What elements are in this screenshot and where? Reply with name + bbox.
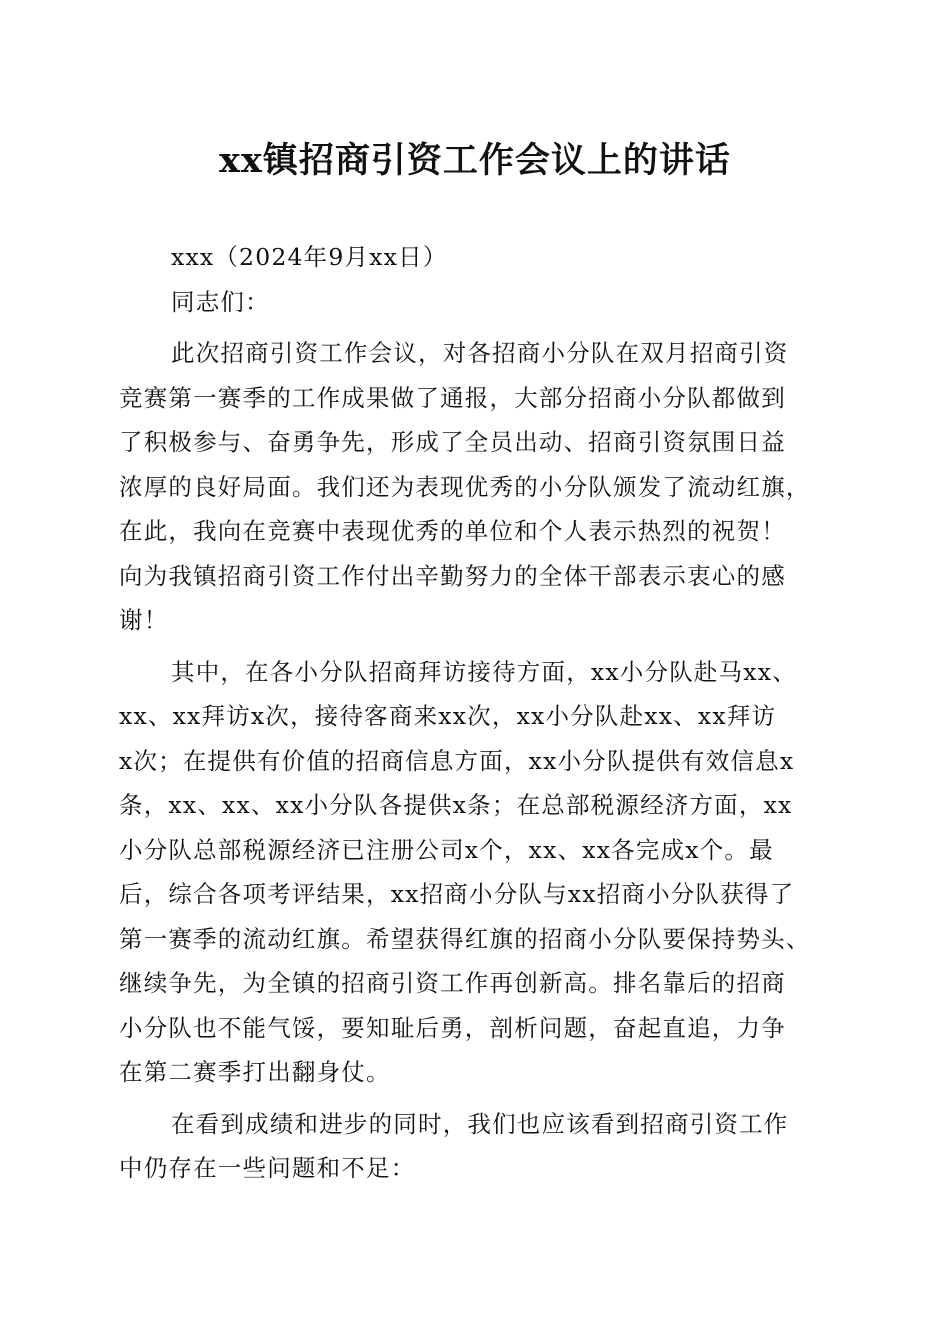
paragraph-line: 了积极参与、奋勇争先，形成了全员出动、招商引资氛围日益 <box>119 428 786 456</box>
paragraph-line: xx、xx拜访x次，接待客商来xx次，xx小分队赴xx、xx拜访 <box>119 702 777 730</box>
paragraph-line: 小分队总部税源经济已注册公司x个，xx、xx各完成x个。最 <box>119 835 774 864</box>
paragraph-line: 第一赛季的流动红旗。希望获得红旗的招商小分队要保持势头、 <box>119 924 811 953</box>
document-body <box>119 235 831 1198</box>
paragraph-line: 竞赛第一赛季的工作成果做了通报，大部分招商小分队都做到 <box>119 383 786 412</box>
paragraph-line: 在此，我向在竞赛中表现优秀的单位和个人表示热烈的祝贺！ <box>119 517 786 545</box>
paragraph-1 <box>119 331 831 643</box>
paragraph-line: 后，综合各项考评结果，xx招商小分队与xx招商小分队获得了 <box>119 880 795 908</box>
paragraph-3 <box>119 1102 831 1191</box>
paragraph-line: 继续争先，为全镇的招商引资工作再创新高。排名靠后的招商 <box>119 969 786 997</box>
paragraph-line: 向为我镇招商引资工作付出辛勤努力的全体干部表示衷心的感 <box>119 561 786 590</box>
paragraph-line: 其中，在各小分队招商拜访接待方面，xx小分队赴马xx、 <box>171 657 797 686</box>
paragraph-line: 小分队也不能气馁，要知耻后勇，剖析问题，奋起直追，力争 <box>119 1013 786 1042</box>
paragraph-line: 浓厚的良好局面。我们还为表现优秀的小分队颁发了流动红旗， <box>119 472 811 501</box>
salutation: 同志们： <box>171 287 270 316</box>
paragraph-2 <box>119 650 831 1095</box>
document-title: xx镇招商引资工作会议上的讲话 <box>219 140 731 181</box>
paragraph-line: 在第二赛季打出翻身仗。 <box>119 1058 391 1086</box>
byline: xxx（2024年9月xx日） <box>171 243 448 271</box>
paragraph-line: 条，xx、xx、xx小分队各提供x条；在总部税源经济方面，xx <box>119 791 793 819</box>
paragraph-line: 谢！ <box>119 606 169 634</box>
paragraph-line: 在看到成绩和进步的同时，我们也应该看到招商引资工作 <box>171 1109 789 1138</box>
paragraph-line: 此次招商引资工作会议，对各招商小分队在双月招商引资 <box>171 339 789 367</box>
paragraph-line: x次；在提供有价值的招商信息方面，xx小分队提供有效信息x <box>119 746 795 775</box>
paragraph-line: 中仍存在一些问题和不足： <box>119 1154 416 1182</box>
